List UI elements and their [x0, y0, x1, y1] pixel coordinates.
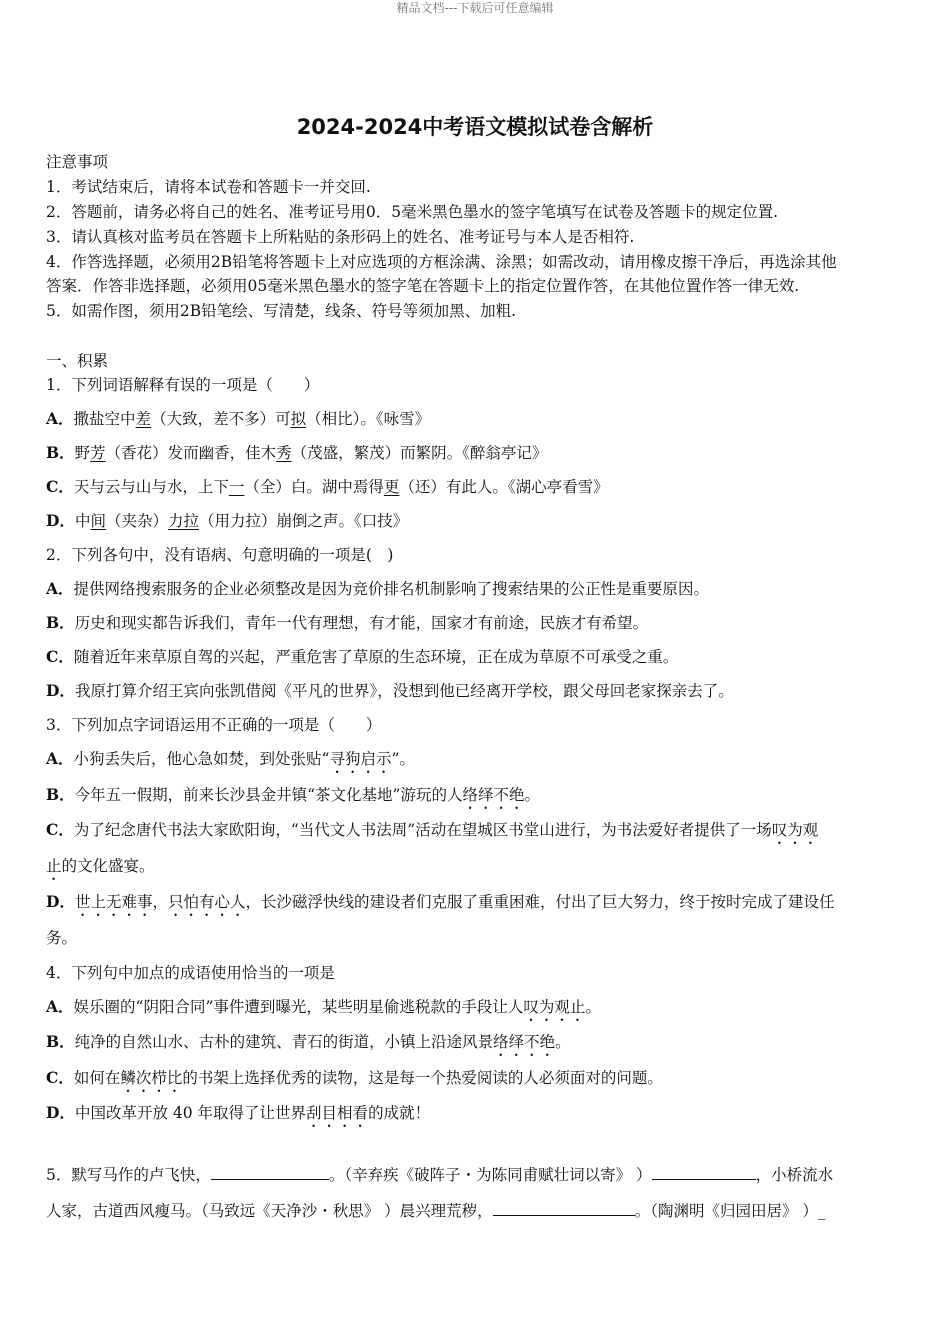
- q3-option-d-line2: 务。: [46, 929, 78, 947]
- q2-option-d: D．我原打算介绍王宾向张凯借阅《平凡的世界》，没想到他已经离开学校，跟父母回老家探亲去了。: [46, 681, 734, 700]
- q4-option-b: B．纯净的自然山水、古朴的建筑、青石的街道，小镇上沿途风景络绎不绝。: [46, 1032, 571, 1051]
- q1-option-c: C．天与云与山与水，上下一（全）白。湖中焉得更（还）有此人。《湖心亭看雪》: [46, 477, 609, 496]
- q2-option-a: A．提供网络搜索服务的企业必须整改是因为竞价排名机制影响了搜索结果的公正性是重要原因。: [46, 579, 710, 598]
- notice-item: 3．请认真核对监考员在答题卡上所粘贴的条形码上的姓名、准考证号与本人是否相符.: [46, 228, 635, 246]
- dotted-phrase: “寻狗启示”: [321, 750, 400, 768]
- answer-blank[interactable]: [211, 1163, 329, 1180]
- notice-item: 答案．作答非选择题，必须用05毫米黑色墨水的签字笔在答题卡上的指定位置作答，在其他位置作答一律无效.: [46, 277, 800, 295]
- q1-option-b: B．野芳（香花）发而幽香，佳木秀（茂盛，繁茂）而繁阴。《醉翁亭记》: [46, 443, 548, 462]
- question-2-stem: 2．下列各句中，没有语病、句意明确的一项是( ): [46, 546, 394, 564]
- q2-option-c: C．随着近年来草原自驾的兴起，严重危害了草原的生态环境，正在成为草原不可承受之重。: [46, 647, 679, 666]
- q1-option-a: A．撒盐空中差（大致，差不多）可拟（相比）。《咏雪》: [46, 409, 431, 428]
- notice-item: 4．作答选择题，必须用2B铅笔将答题卡上对应选项的方框涂满、涂黑；如需改动，请用橡皮擦干净后，再选涂其他: [46, 253, 837, 271]
- option-label: A．: [46, 409, 74, 428]
- question-5-line1: 5．默写马作的卢飞快， 。（辛弃疾《破阵子・为陈同甫赋壮词以寄》 ） ，小桥流水: [46, 1163, 906, 1187]
- dotted-phrase: 世上无难事，只怕有心人: [74, 893, 246, 911]
- dotted-phrase: 止: [46, 857, 62, 875]
- header-note: 精品文档---下载后可任意编辑: [396, 1, 554, 15]
- page-title: 2024-2024中考语文模拟试卷含解析: [296, 115, 654, 139]
- q3-option-c-line2: 止的文化盛宴。: [46, 857, 155, 875]
- q3-option-a: A．小狗丢失后，他心急如焚，到处张贴“寻狗启示”。: [46, 749, 415, 768]
- dotted-phrase: 叹为观: [771, 821, 819, 839]
- dotted-phrase: 叹为观止: [523, 998, 586, 1016]
- option-label: C．: [46, 477, 74, 496]
- q1-option-d: D．中间（夹杂）力拉（用力拉）崩倒之声。《口技》: [46, 511, 409, 530]
- q4-option-c: C．如何在鳞次栉比的书架上选择优秀的读物，这是每一个热爱阅读的人必须面对的问题。: [46, 1068, 663, 1087]
- section-heading: 一、积累: [46, 352, 109, 370]
- dotted-phrase: 鳞次栉比: [120, 1069, 183, 1087]
- question-5-line2: 人家，古道西风瘦马。（马致远《天净沙・秋思》 ）晨兴理荒秽， 。（陶渊明《归园田居》 ）_: [46, 1199, 906, 1223]
- underlined-word: 更: [383, 478, 400, 496]
- dotted-phrase: 络绎不绝: [462, 786, 525, 804]
- notice-heading: 注意事项: [46, 153, 109, 171]
- notice-item: 1．考试结束后，请将本试卷和答题卡一并交回.: [46, 178, 371, 196]
- underlined-word: 秀: [276, 444, 292, 462]
- answer-blank[interactable]: [493, 1199, 635, 1216]
- q4-option-d: D．中国改革开放 40 年取得了让世界刮目相看的成就！: [46, 1103, 431, 1122]
- q3-option-d-line1: D．世上无难事，只怕有心人，长沙磁浮快线的建设者们克服了重重困难，付出了巨大努力，终于按时完成了建设任: [46, 892, 835, 911]
- underlined-word: 一: [228, 478, 245, 496]
- underlined-word: 差: [135, 410, 152, 428]
- dotted-phrase: 络绎不绝: [493, 1033, 556, 1051]
- notice-item: 5．如需作图，须用2B铅笔绘、写清楚，线条、符号等须加黑、加粗.: [46, 302, 517, 320]
- underlined-word: 间: [90, 512, 106, 530]
- q2-option-b: B．历史和现实都告诉我们，青年一代有理想，有才能，国家才有前途，民族才有希望。: [46, 613, 649, 632]
- question-3-stem: 3．下列加点字词语运用不正确的一项是（ ）: [46, 716, 382, 734]
- q3-option-c-line1: C．为了纪念唐代书法大家欧阳询，“当代文人书法周”活动在望城区书堂山进行，为书法爱好者提供了一场叹为观: [46, 820, 819, 839]
- q3-option-b: B．今年五一假期，前来长沙县金井镇“茶文化基地”游玩的人络绎不绝。: [46, 785, 540, 804]
- dotted-phrase: 刮目相看: [306, 1104, 369, 1122]
- option-label: D．: [46, 511, 75, 530]
- answer-blank[interactable]: [652, 1163, 756, 1180]
- underlined-word: 拟: [290, 410, 307, 428]
- notice-item: 2．答题前，请务必将自己的姓名、准考证号用0．5毫米黑色墨水的签字笔填写在试卷及答题卡的规定位置.: [46, 203, 779, 221]
- underlined-word: 力拉: [168, 512, 200, 530]
- question-4-stem: 4．下列句中加点的成语使用恰当的一项是: [46, 964, 335, 982]
- q4-option-a: A．娱乐圈的“阴阳合同”事件遭到曝光，某些明星偷逃税款的手段让人叹为观止。: [46, 997, 601, 1016]
- option-label: B．: [46, 443, 75, 462]
- question-1-stem: 1．下列词语解释有误的一项是（ ）: [46, 376, 320, 394]
- underlined-word: 芳: [90, 444, 106, 462]
